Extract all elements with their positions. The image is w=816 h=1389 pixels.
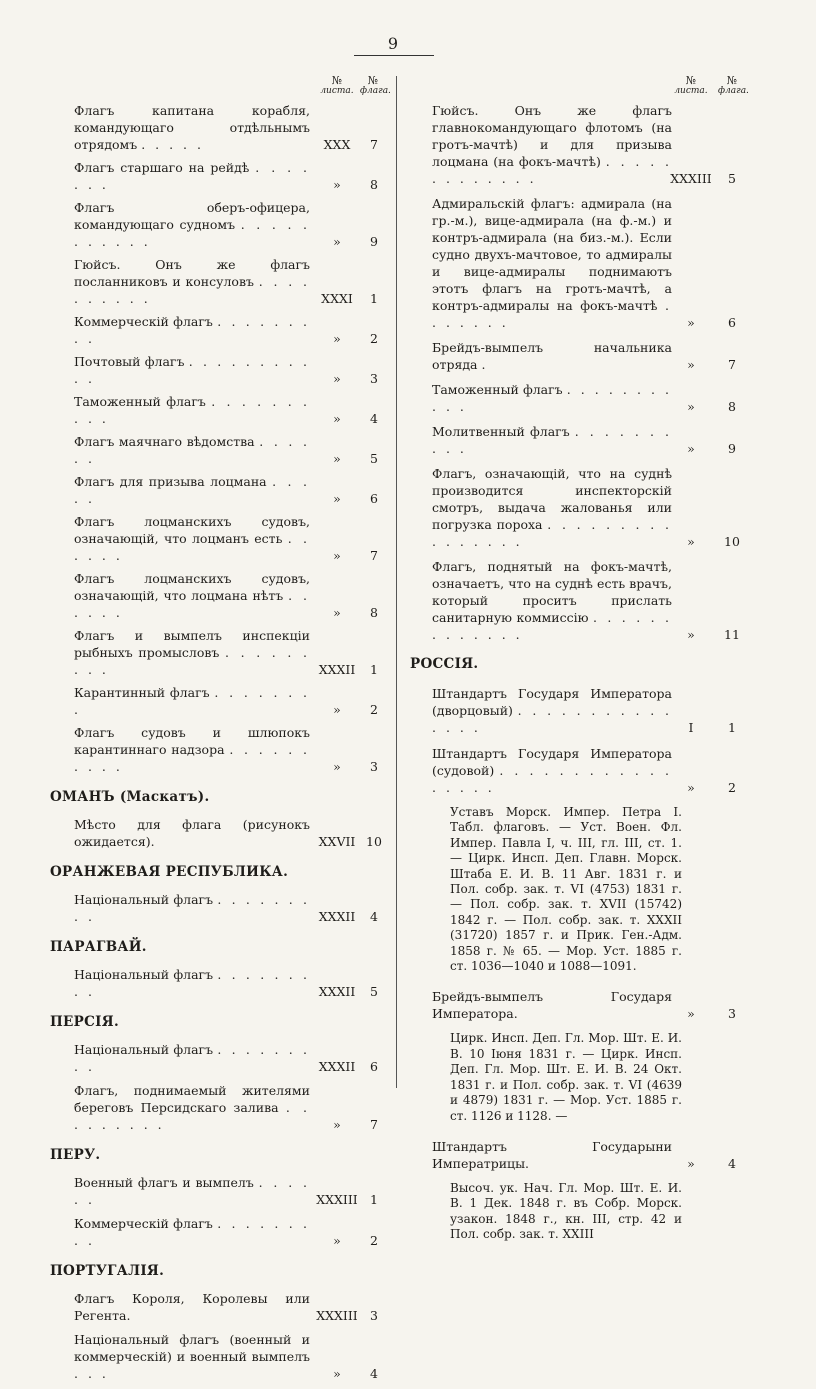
leader-dots: . . . . . . . . . . [74,274,310,306]
entry-text [74,256,310,307]
entry-text [432,423,672,457]
sheet-number: XXXIII [670,171,712,186]
entry-text [74,627,310,678]
entry-text [74,159,310,193]
column-divider [396,76,397,1088]
leader-dots: . [481,357,489,372]
entry-text [74,1290,310,1324]
entry-text [74,473,310,507]
leader-dots: . . . . . . . . . . [74,742,310,774]
entry-text [432,1138,672,1172]
flag-number: 6 [370,491,378,506]
sheet-number-header: № листа. [674,74,708,96]
sheet-number: » [333,451,341,466]
entry-text [74,513,310,564]
entry-text [74,102,310,153]
entry-label: Флагъ капитана корабля, командующаго отдѣльнымъ отрядомъ [74,103,310,152]
entry-label: Флагъ судовъ и шлюпокъ карантиннаго надзора [74,725,310,757]
section-title: РОССІЯ. [410,656,479,672]
leader-dots: . . . . . . . . . [74,892,310,924]
flag-number: 10 [366,834,382,849]
leader-dots: . . . . . . . . . [74,1216,310,1248]
list-item [410,988,750,1022]
sheet-number: » [333,1366,341,1381]
entry-text [432,988,672,1022]
flag-number: 2 [728,780,736,795]
entry-text [74,570,310,621]
sheet-number-header: № листа. [320,74,354,96]
entry-label: Флагъ лоцманскихъ судовъ, означающій, что лоцманъ есть [74,514,310,546]
leader-dots: . . . . . . . . . . . [74,217,310,249]
entry-label: Флагъ, поднимаемый жителями береговъ Персидскаго залива [74,1083,310,1115]
entry-label: Національный флагъ (военный и коммерческій) и военный вымпелъ [74,1332,310,1364]
flag-number-header: № флага. [718,74,749,96]
sheet-number: » [687,441,695,456]
list-item [50,1290,380,1324]
list-item [50,513,380,564]
flag-number: 1 [370,662,378,677]
leader-dots: . . . [74,1366,109,1381]
entry-text [432,339,672,373]
flag-number: 8 [728,399,736,414]
list-item [50,570,380,621]
entry-label: Гюйсъ. Онъ же флагъ главнокомандующаго флотомъ (на гротъ-мачтѣ) и для призыва лоцмана (на фокъ-мачтѣ) [432,103,672,169]
sheet-number: » [333,759,341,774]
flag-number: 2 [370,1233,378,1248]
legal-reference-note: Уставъ Морск. Импер. Петра I. Табл. флаговъ. — Уст. Воен. Фл. Импер. Павла I, ч. III, гл. III, ст. 1. — Цирк. Инсп. Деп. Главн. Морск. Штаба Е. И. В. 11 Авг. 1831 г. и Пол. собр. зак. т. VI (4753) 1831 г. — Пол. собр. зак. т. XVII (15742) 1842 г. — Пол. собр. зак. т. XXXII (31720) 1857 г. и Прик. Ген.-Адм. 1858 г. № 65. — Мор. Уст. 1885 г. ст. 1036—1040 и 1088—1091. [450,805,682,974]
right-column-headers [410,74,750,102]
leader-dots: . . . . . [74,474,310,506]
flag-number: 8 [370,177,378,192]
sheet-number: » [333,605,341,620]
flag-number: 1 [370,291,378,306]
entry-label: Военный флагъ и вымпелъ [74,1175,254,1190]
list-item [50,1041,380,1075]
flag-number: 8 [370,605,378,620]
flag-number: 4 [370,1366,378,1381]
flag-number: 5 [370,984,378,999]
section-title: ПЕРУ. [50,1147,101,1163]
sheet-number: XXXI [321,291,353,306]
leader-dots: . . . . . . . . . [74,314,310,346]
entry-label: Коммерческій флагъ [74,314,213,329]
flag-number: 6 [370,1059,378,1074]
page-number: 9 [387,34,399,53]
entry-label: Коммерческій флагъ [74,1216,213,1231]
leader-dots: . . . . . . . . . [74,967,310,999]
sheet-number: » [333,177,341,192]
entry-label: Мѣсто для флага (рисунокъ ожидается). [74,817,310,849]
entry-text [432,102,672,187]
entry-label: Флагъ маячнаго вѣдомства [74,434,255,449]
flag-number: 6 [728,315,736,330]
list-item [50,199,380,250]
leader-dots: . . . . . . [74,434,310,466]
leader-dots: . . . . . . . [432,298,672,330]
entry-text [74,1215,310,1249]
leader-dots: . . . . . . . . . [74,645,310,677]
list-item [50,891,380,925]
flag-number: 4 [370,909,378,924]
entry-label: Штандартъ Государыни Императрицы. [432,1138,672,1171]
flag-number: 3 [370,759,378,774]
section-title: ОМАНЪ (Маскатъ). [50,789,210,805]
entry-label: Таможенный флагъ [432,382,563,397]
leader-dots: . . . . . . . . . [74,1042,310,1074]
left-entry-list [50,102,380,1382]
leader-dots: . . . . . . . . . . [74,394,310,426]
page-number-rule [354,55,434,56]
leader-dots: . . . . . . . . . . . [74,354,310,386]
sheet-number: » [333,491,341,506]
list-item [50,313,380,347]
flag-number: 9 [728,441,736,456]
flag-number: 2 [370,331,378,346]
list-item [50,816,380,850]
sheet-number: » [333,411,341,426]
list-item [50,724,380,775]
leader-dots: . . . . . . . . . [74,1100,310,1132]
entry-label: Почтовый флагъ [74,354,185,369]
entry-label: Флагъ Короля, Королевы или Регента. [74,1291,310,1323]
entry-label: Флагъ старшаго на рейдѣ [74,160,250,175]
right-column [410,74,750,1257]
sheet-number: XXXIII [316,1308,358,1323]
list-item [410,423,750,457]
flag-number: 3 [728,1006,736,1022]
entry-label: Флагъ лоцманскихъ судовъ, означающій, что лоцмана нѣтъ [74,571,310,603]
entry-text [74,433,310,467]
list-item [50,966,380,1000]
flag-number: 7 [370,1117,378,1132]
sheet-number: XXXII [318,1059,356,1074]
sheet-number: XXXII [318,984,356,999]
sheet-number: » [333,331,341,346]
leader-dots: . . . . . . . . . . [432,424,672,456]
entry-text [74,684,310,718]
list-item [50,159,380,193]
list-item [410,745,750,796]
sheet-number: » [687,399,695,414]
entry-label: Флагъ и вымпелъ инспекціи рыбныхъ промысловъ [74,628,310,660]
flag-number: 7 [370,137,378,152]
entry-text [432,685,672,736]
entry-label: Флагъ оберъ-офицера, командующаго судномъ [74,200,310,232]
entry-label: Флагъ, означающій, что на суднѣ производится инспекторскій смотръ, выдача жалованья или погрузка пороха [432,466,672,532]
list-item [410,1138,750,1172]
list-item [410,381,750,415]
entry-text [74,891,310,925]
sheet-number: » [333,1233,341,1248]
sheet-number: XXX [323,137,351,152]
entry-text [74,353,310,387]
entry-text [74,313,310,347]
flag-number: 11 [724,627,740,642]
flag-number: 7 [728,357,736,372]
list-item [410,102,750,187]
flag-number: 5 [728,171,736,186]
list-item [50,393,380,427]
entry-text [74,1331,310,1382]
entry-text [432,745,672,796]
section-title: ПЕРСІЯ. [50,1014,119,1030]
flag-number: 2 [370,702,378,717]
list-item [410,465,750,550]
sheet-number: » [687,1155,695,1171]
entry-label: Брейдъ-вымпелъ Государя Императора. [432,989,672,1022]
legal-reference-note: Цирк. Инсп. Деп. Гл. Мор. Шт. Е. И. В. 10 Іюня 1831 г. — Цирк. Инсп. Деп. Гл. Мор. Шт. Е. И. В. 24 Окт. 1831 г. и Пол. собр. зак. т. VI (4639 и 4879) 1831 г. — Мор. Уст. 1885 г. ст. 1126 и 1128. — [450,1031,682,1123]
entry-text [74,1041,310,1075]
leader-dots: . . . . . [141,137,204,152]
sheet-number: XXXII [318,662,356,677]
list-item [50,256,380,307]
flag-number: 4 [370,411,378,426]
flag-number: 4 [728,1155,736,1171]
entry-label: Національный флагъ [74,967,214,982]
sheet-number: » [687,1006,695,1022]
entry-label: Таможенный флагъ [74,394,206,409]
entry-text [74,199,310,250]
sheet-number: XXXIII [316,1192,358,1207]
list-item [50,473,380,507]
entry-label: Національный флагъ [74,892,214,907]
entry-label: Флагъ, поднятый на фокъ-мачтѣ, означаетъ, что на суднѣ есть врачъ, который проситъ прислать санитарную коммиссію [432,559,672,625]
entry-label: Штандартъ Государя Императора (судовой) [432,746,672,778]
sheet-number: » [333,371,341,386]
list-item [410,558,750,643]
leader-dots: . . . . . . . . . . . . . . . . [432,517,672,549]
sheet-number: XXXII [318,909,356,924]
list-item [50,684,380,718]
flag-number: 7 [370,548,378,563]
leader-dots: . . . . . . [74,531,311,563]
list-item [50,1082,380,1133]
list-item [410,685,750,736]
list-item [410,195,750,331]
leader-dots: . . . . . . [74,1175,310,1207]
list-item [50,102,380,153]
list-item [50,1174,380,1208]
sheet-number: » [687,315,695,330]
leader-dots: . . . . . . . . . . . . . [432,610,672,642]
sheet-number: » [333,1117,341,1132]
list-item [50,353,380,387]
entry-label: Молитвенный флагъ [432,424,570,439]
entry-label: Флагъ для призыва лоцмана [74,474,267,489]
flag-number: 3 [370,371,378,386]
sheet-number: » [687,627,695,642]
leader-dots: . . . . . . . [74,160,310,192]
entry-text [74,393,310,427]
entry-text [74,1174,310,1208]
flag-number: 5 [370,451,378,466]
list-item [410,339,750,373]
entry-text [74,816,310,850]
leader-dots: . . . . . . . . . . . . . [432,154,673,186]
entry-text [432,195,672,331]
entry-text [432,465,672,550]
flag-number: 1 [370,1192,378,1207]
sheet-number: » [333,702,341,717]
entry-label: Національный флагъ [74,1042,214,1057]
entry-text [74,966,310,1000]
list-item [50,627,380,678]
section-title: ПОРТУГАЛІЯ. [50,1263,165,1279]
entry-text [432,558,672,643]
flag-number: 9 [370,234,378,249]
flag-number: 1 [728,720,736,735]
entry-label: Брейдъ-вымпелъ начальника отряда [432,340,672,372]
leader-dots: . . . . . . [74,588,310,620]
sheet-number: » [687,780,695,795]
sheet-number: » [333,234,341,249]
flag-number-header: № флага. [360,74,391,96]
flag-number: 10 [724,534,740,549]
section-title: ОРАНЖЕВАЯ РЕСПУБЛИКА. [50,864,289,880]
entry-text [74,724,310,775]
legal-reference-note: Высоч. ук. Нач. Гл. Мор. Шт. Е. И. В. 1 Дек. 1848 г. въ Собр. Морск. узакон. 1848 г., кн. III, стр. 42 и Пол. собр. зак. т. XXIII [450,1180,682,1242]
entry-label: Штандартъ Государя Императора (дворцовый) [432,686,672,718]
entry-text [432,381,672,415]
flag-number: 3 [370,1308,378,1323]
left-column-headers [50,74,391,102]
entry-label: Гюйсъ. Онъ же флагъ посланниковъ и консуловъ [74,257,310,289]
entry-text [74,1082,310,1133]
leader-dots: . . . . . . . . . . . [432,382,673,414]
leader-dots: . . . . . . . . . . . . . . . [432,703,672,735]
leader-dots: . . . . . . . . . . . . . . . . . [432,763,672,795]
right-entry-list [410,102,750,1243]
sheet-number: » [333,548,341,563]
sheet-number: XXVII [318,834,356,849]
list-item [50,1331,380,1382]
left-column [50,74,391,1389]
section-title: ПАРАГВАЙ. [50,939,147,955]
sheet-number: I [688,720,694,735]
list-item [50,433,380,467]
leader-dots: . . . . . . . . [74,685,310,717]
entry-label: Карантинный флагъ [74,685,210,700]
list-item [50,1215,380,1249]
sheet-number: » [687,357,695,372]
entry-label: Адмиральскій флагъ: адмирала (на гр.-м.), вице-адмирала (на ф.-м.) и контръ-адмирала (на биз.-м.). Если судно двухъ-мачтовое, то адмиралы и вице-адмиралы поднимаютъ этотъ флагъ на гротъ-мачтѣ, а контръ-адмиралы на фокъ-мачтѣ [432,196,672,313]
sheet-number: » [687,534,695,549]
